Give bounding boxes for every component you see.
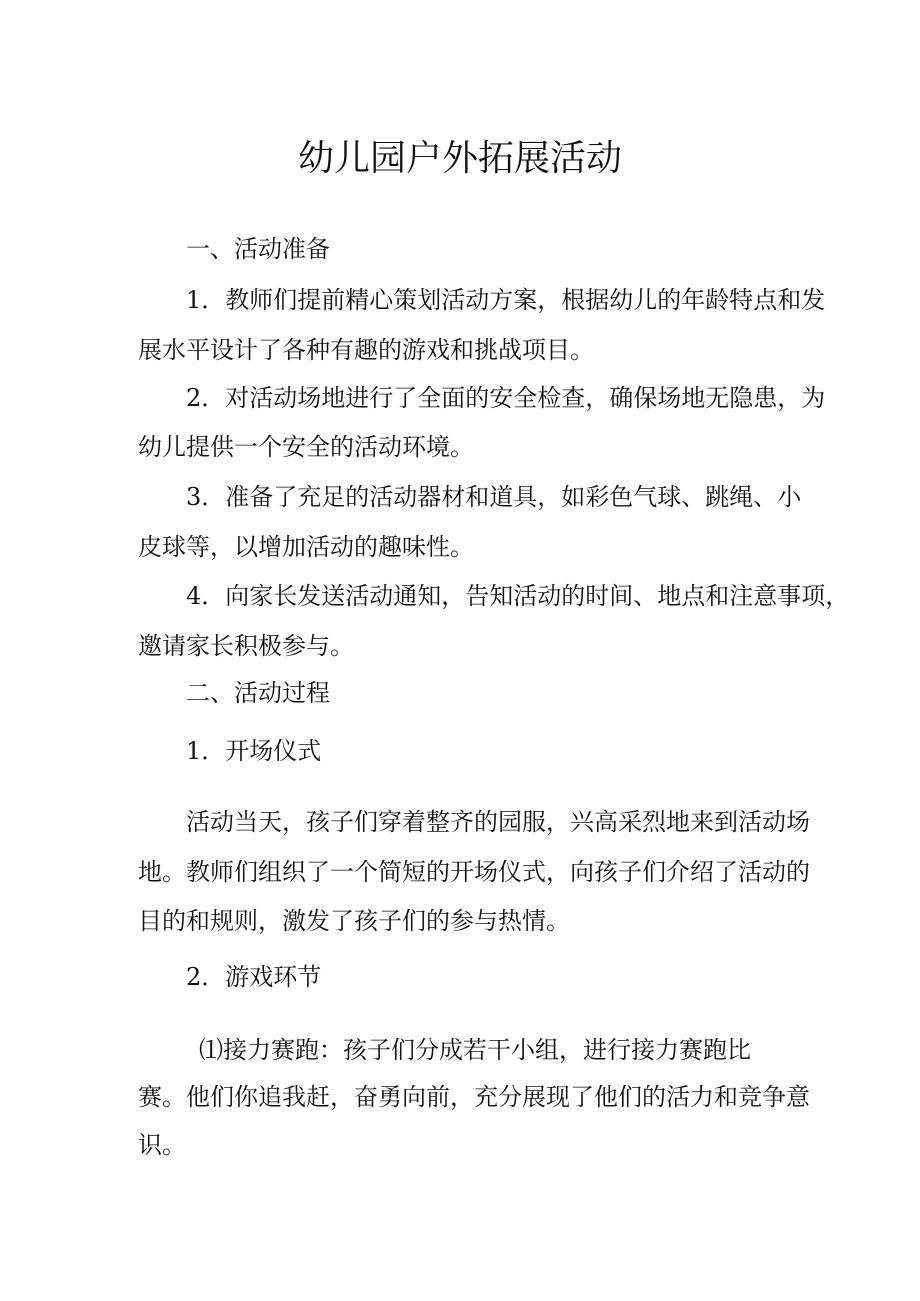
paragraph-line: 地。教师们组织了一个简短的开场仪式，向孩子们介绍了活动的 — [138, 858, 810, 886]
paragraph-line: ⑴接力赛跑：孩子们分成若干小组，进行接力赛跑比 — [199, 1036, 751, 1064]
paragraph-line: 展水平设计了各种有趣的游戏和挑战项目。 — [138, 336, 594, 364]
paragraph-line: 2．对活动场地进行了全面的安全检查，确保场地无隐患，为 — [186, 384, 826, 412]
paragraph-line: 1．教师们提前精心策划活动方案，根据幼儿的年龄特点和发 — [186, 286, 826, 314]
section-heading-preparation: 一、活动准备 — [186, 235, 330, 263]
subheading-games: 2．游戏环节 — [186, 963, 322, 991]
paragraph-line: 邀请家长积极参与。 — [138, 632, 354, 660]
paragraph-line: 3．准备了充足的活动器材和道具，如彩色气球、跳绳、小 — [186, 483, 802, 511]
paragraph-line: 活动当天，孩子们穿着整齐的园服，兴高采烈地来到活动场 — [186, 808, 810, 836]
paragraph-line: 赛。他们你追我赶，奋勇向前，充分展现了他们的活力和竞争意 — [138, 1083, 810, 1111]
paragraph-line: 4．向家长发送活动通知，告知活动的时间、地点和注意事项， — [186, 582, 850, 610]
paragraph-line: 识。 — [138, 1131, 186, 1159]
paragraph-line: 皮球等，以增加活动的趣味性。 — [138, 533, 474, 561]
paragraph-line: 幼儿提供一个安全的活动环境。 — [138, 433, 474, 461]
document-title: 幼儿园户外拓展活动 — [297, 138, 622, 179]
section-heading-process: 二、活动过程 — [186, 679, 330, 707]
paragraph-line: 目的和规则，激发了孩子们的参与热情。 — [138, 907, 570, 935]
subheading-opening: 1．开场仪式 — [186, 737, 322, 765]
